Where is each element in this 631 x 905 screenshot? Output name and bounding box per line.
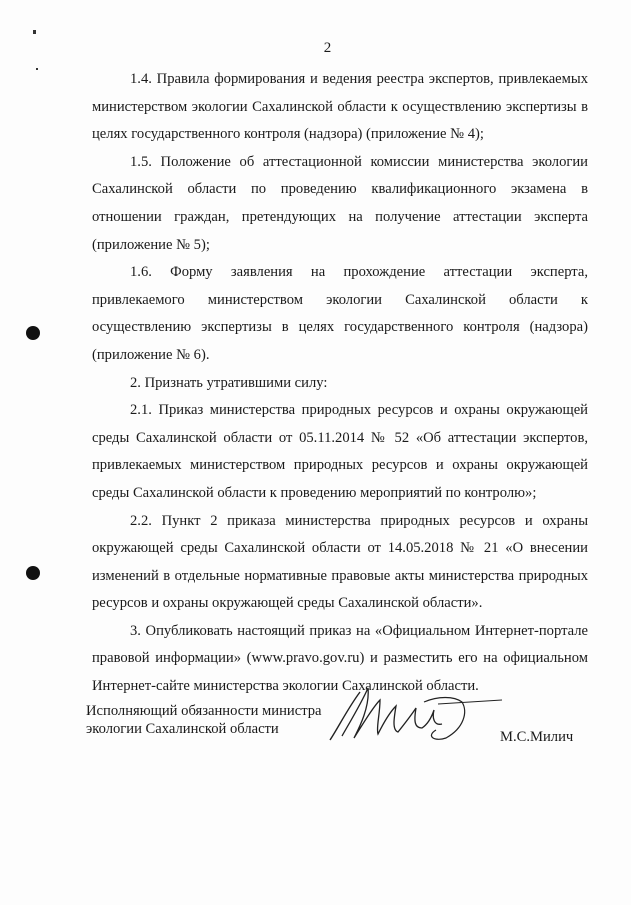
signatory-position — [86, 702, 322, 738]
scan-speck — [36, 68, 38, 70]
paragraph-1-5: 1.5. Положение об аттестационной комиссии министерства экологии Сахалинской области по проведению квалификационного экзамена в отношении граждан, претендующих на получение аттестации эксперта (приложение № 5); — [92, 153, 588, 253]
punch-hole-bottom — [26, 566, 40, 580]
page-number: 2 — [323, 40, 332, 56]
paragraph-1-4: 1.4. Правила формирования и ведения реестра экспертов, привлекаемых министерством экологии Сахалинской области к осуществлению экспертизы в целях государственного контроля (надзора) (приложение № 4); — [92, 71, 588, 143]
signatory-name: М.С.Милич — [500, 729, 574, 745]
document-body — [92, 66, 588, 701]
punch-hole-top — [26, 326, 40, 340]
signatory-position-line2: экологии Сахалинской области — [86, 721, 279, 737]
paragraph-2-1: 2.1. Приказ министерства природных ресурсов и охраны окружающей среды Сахалинской области от 05.11.2014 № 52 «Об аттестации экспертов, привлекаемых министерством природных ресурсов и охраны окружающей среды Сахалинской области к проведению мероприятий по контролю»; — [92, 402, 588, 501]
paragraph-2: 2. Признать утратившими силу: — [130, 374, 328, 391]
scan-speck — [33, 30, 36, 34]
paragraph-2-2: 2.2. Пункт 2 приказа министерства природных ресурсов и охраны окружающей среды Сахалинской области от 14.05.2018 № 21 «О внесении изменений в отдельные нормативные правовые акты министерства природных ресурсов и охраны окружающей среды Сахалинской области». — [92, 512, 588, 612]
paragraph-3: 3. Опубликовать настоящий приказ на «Официальном Интернет-портале правовой информации» (www.pravo.gov.ru) и разместить его на официальном Интернет-сайте министерства экологии Сахалинской области. — [92, 622, 588, 695]
paragraph-1-6: 1.6. Форму заявления на прохождение аттестации эксперта, привлекаемого министерством экологии Сахалинской области к осуществлению экспертизы в целях государственного контроля (надзора) (приложение № 6). — [92, 264, 588, 363]
handwritten-signature — [318, 678, 503, 748]
signatory-position-line1: Исполняющий обязанности министра — [86, 703, 322, 719]
